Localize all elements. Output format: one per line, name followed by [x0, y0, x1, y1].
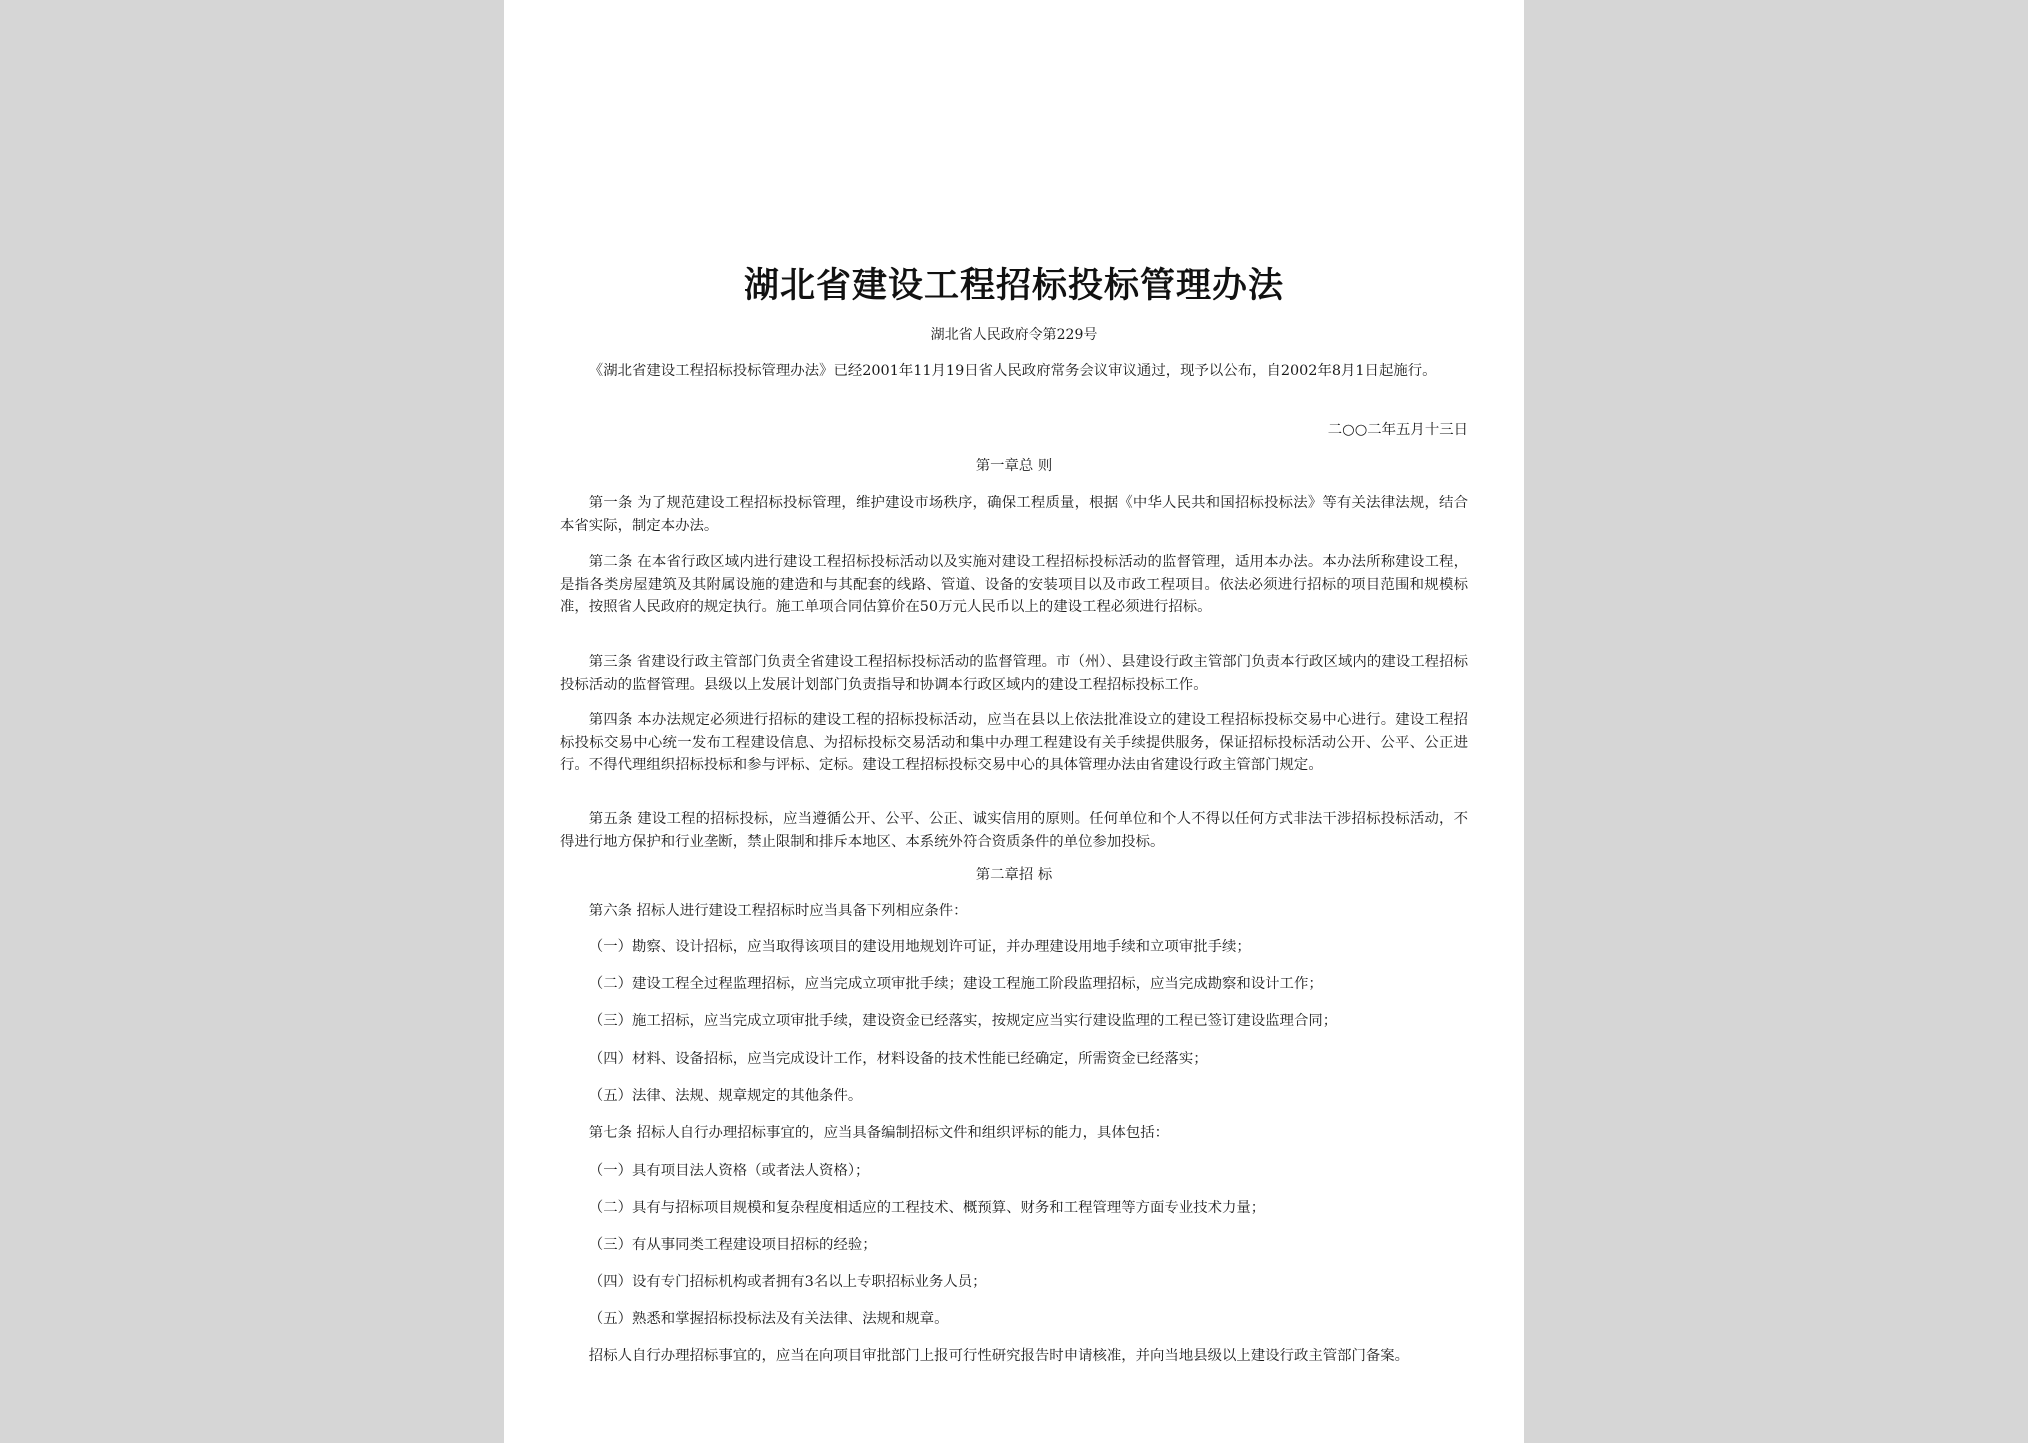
article-7-item-4: （四）设有专门招标机构或者拥有3名以上专职招标业务人员； [588, 1274, 987, 1290]
article-2: 第二条 在本省行政区域内进行建设工程招标投标活动以及实施对建设工程招标投标活动的监督管理，适用本办法。本办法所称建设工程，是指各类房屋建筑及其附属设施的建造和与其配套的线路、管道、设备的安装项目以及市政工程项目。依法必须进行招标的项目范围和规模标准，按照省人民政府的规定执行。施工单项合同估算价在50万元人民币以上的建设工程必须进行招标。 [560, 554, 1468, 615]
article-7-item-2: （二）具有与招标项目规模和复杂程度相适应的工程技术、概预算、财务和工程管理等方面专业技术力量； [588, 1200, 1266, 1216]
article-7: 第七条 招标人自行办理招标事宜的，应当具备编制招标文件和组织评标的能力，具体包括： [588, 1125, 1169, 1141]
article-6-item-5: （五）法律、法规、规章规定的其他条件。 [588, 1088, 863, 1104]
preamble-paragraph: 《湖北省建设工程招标投标管理办法》已经2001年11月19日省人民政府常务会议审议通过，现予以公布，自2002年8月1日起施行。 [588, 363, 1437, 379]
article-6: 第六条 招标人进行建设工程招标时应当具备下列相应条件： [588, 903, 968, 919]
article-5: 第五条 建设工程的招标投标，应当遵循公开、公平、公正、诚实信用的原则。任何单位和个人不得以任何方式非法干涉招标投标活动，不得进行地方保护和行业垄断，禁止限制和排斥本地区、本系统外符合资质条件的单位参加投标。 [560, 811, 1468, 850]
document-title: 湖北省建设工程招标投标管理办法 [743, 265, 1284, 306]
article-6-item-3: （三）施工招标，应当完成立项审批手续，建设资金已经落实，按规定应当实行建设监理的工程已签订建设监理合同； [588, 1013, 1338, 1029]
closing-paragraph: 招标人自行办理招标事宜的，应当在向项目审批部门上报可行性研究报告时申请核准，并向当地县级以上建设行政主管部门备案。 [588, 1348, 1410, 1364]
article-7-item-1: （一）具有项目法人资格（或者法人资格）； [588, 1163, 870, 1179]
article-7-item-5: （五）熟悉和掌握招标投标法及有关法律、法规和规章。 [588, 1311, 949, 1327]
article-6-item-2: （二）建设工程全过程监理招标，应当完成立项审批手续；建设工程施工阶段监理招标，应当完成勘察和设计工作； [588, 976, 1323, 992]
article-6-item-4: （四）材料、设备招标，应当完成设计工作，材料设备的技术性能已经确定，所需资金已经落实； [588, 1051, 1208, 1067]
article-7-item-3: （三）有从事同类工程建设项目招标的经验； [588, 1237, 877, 1253]
document-page [504, 0, 1524, 1443]
article-4: 第四条 本办法规定必须进行招标的建设工程的招标投标活动，应当在县以上依法批准设立的建设工程招标投标交易中心进行。建设工程招标投标交易中心统一发布工程建设信息、为招标投标交易活动和集中办理工程建设有关手续提供服务，保证招标投标活动公开、公平、公正进行。不得代理组织招标投标和参与评标、定标。建设工程招标投标交易中心的具体管理办法由省建设行政主管部门规定。 [560, 712, 1468, 773]
issue-date: 二○○二年五月十三日 [1327, 422, 1468, 438]
chapter-2-heading: 第二章招 标 [975, 867, 1053, 883]
decree-number: 湖北省人民政府令第229号 [930, 327, 1098, 343]
article-3: 第三条 省建设行政主管部门负责全省建设工程招标投标活动的监督管理。市（州）、县建设行政主管部门负责本行政区域内的建设工程招标投标活动的监督管理。县级以上发展计划部门负责指导和协调本行政区域内的建设工程招标投标工作。 [560, 654, 1468, 693]
chapter-1-heading: 第一章总 则 [975, 458, 1053, 474]
article-1: 第一条 为了规范建设工程招标投标管理，维护建设市场秩序，确保工程质量，根据《中华人民共和国招标投标法》等有关法律法规，结合本省实际，制定本办法。 [560, 495, 1468, 534]
article-6-item-1: （一）勘察、设计招标，应当取得该项目的建设用地规划许可证，并办理建设用地手续和立项审批手续； [588, 939, 1251, 955]
